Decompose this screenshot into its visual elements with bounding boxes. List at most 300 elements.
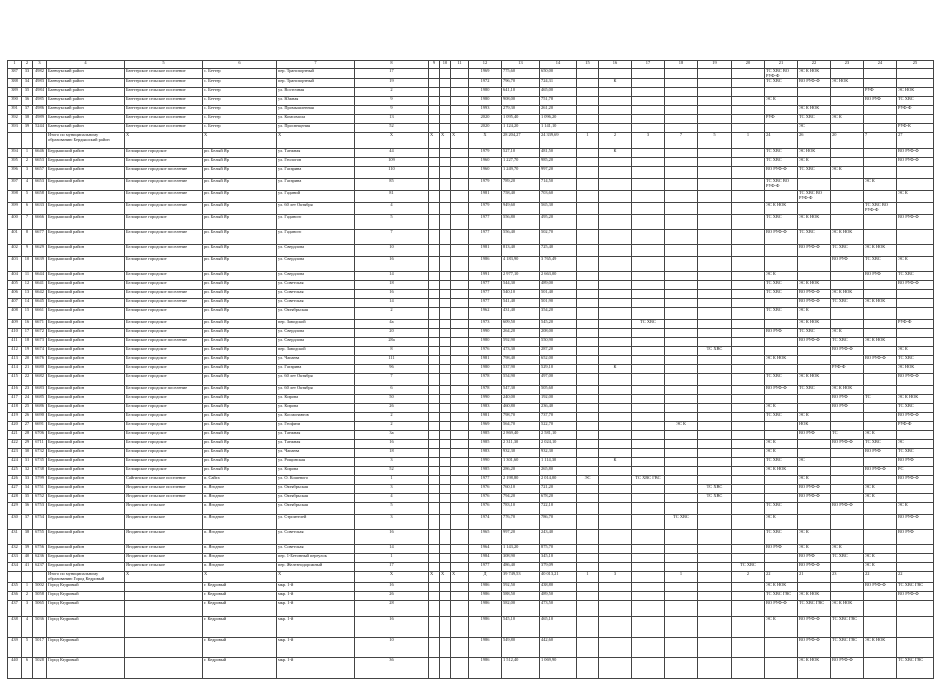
table-cell: п. Ягодное: [203, 503, 277, 515]
table-cell: [665, 97, 698, 106]
table-cell: [440, 347, 451, 356]
table-cell: [897, 600, 934, 616]
table-cell: 243,40: [540, 530, 577, 545]
table-cell: ул. Рощинская: [277, 458, 355, 467]
table-cell: 1: [577, 572, 599, 582]
table-cell: 564,70: [502, 422, 540, 431]
table-cell: Бердышский район: [47, 290, 125, 299]
table-cell: ЭС К: [765, 97, 798, 106]
table-cell: ул. Таежная: [277, 440, 355, 449]
table-cell: ул. Гаданого: [277, 230, 355, 245]
table-cell: 20: [831, 133, 864, 149]
table-cell: [577, 591, 599, 600]
table-cell: 6641: [33, 281, 47, 290]
table-cell: рп. Белый Яр: [203, 356, 277, 365]
table-cell: 1: [22, 582, 33, 591]
table-cell: [698, 591, 732, 600]
table-cell: [440, 404, 451, 413]
table-cell: 402: [8, 245, 22, 257]
table-cell: 725,40: [540, 245, 577, 257]
table-cell: [429, 299, 440, 308]
table-cell: 1973: [469, 320, 502, 329]
table-cell: 3: [632, 133, 665, 149]
table-cell: [440, 191, 451, 203]
table-cell: рп. Белый Яр: [203, 203, 277, 215]
table-cell: [698, 149, 732, 158]
table-cell: [429, 191, 440, 203]
table-cell: Х: [125, 572, 203, 582]
table-cell: ул. Советская: [277, 299, 355, 308]
table-cell: 1985: [469, 467, 502, 476]
table-cell: [440, 467, 451, 476]
table-cell: 1981: [469, 191, 502, 203]
table-cell: 11: [22, 272, 33, 281]
table-cell: [599, 230, 632, 245]
table-cell: [732, 395, 765, 404]
table-cell: [698, 449, 732, 458]
table-cell: ТС ХВС: [665, 515, 698, 530]
table-cell: 422: [8, 440, 22, 449]
table-cell: рп. Белый Яр: [203, 158, 277, 167]
table-cell: 2 663,00: [540, 272, 577, 281]
table-cell: 27: [22, 422, 33, 431]
table-cell: Сайгинское сельское поселение: [125, 476, 203, 485]
table-cell: 354,20: [540, 308, 577, 320]
table-cell: [577, 347, 599, 356]
table-cell: [665, 494, 698, 503]
table-cell: [632, 106, 665, 115]
table-cell: 28: [22, 431, 33, 440]
table-cell: [632, 215, 665, 230]
table-cell: ул. Свердлова: [277, 245, 355, 257]
table-cell: [451, 657, 469, 678]
table-cell: [451, 365, 469, 374]
table-cell: [451, 458, 469, 467]
table-cell: [831, 203, 864, 215]
table-cell: 609,50: [502, 320, 540, 329]
table-cell: 4: [22, 616, 33, 637]
table-cell: 592,50: [502, 582, 540, 591]
table-cell: [732, 616, 765, 637]
table-cell: [22, 572, 33, 582]
table-cell: [440, 230, 451, 245]
table-cell: Х: [451, 572, 469, 582]
table-cell: [798, 503, 831, 515]
table-cell: 32: [22, 467, 33, 476]
table-cell: ул. Чапаева: [277, 449, 355, 458]
table-cell: Белоярское городское: [125, 440, 203, 449]
table-cell: [665, 308, 698, 320]
table-cell: ТС ХВС: [765, 281, 798, 290]
table-cell: [440, 554, 451, 563]
table-cell: [732, 347, 765, 356]
table-cell: 6646: [33, 149, 47, 158]
table-cell: 1978: [469, 386, 502, 395]
table-cell: 1981: [469, 245, 502, 257]
table-cell: ЭС К: [765, 449, 798, 458]
table-cell: Белоярское городское поселение: [125, 191, 203, 203]
column-number: 20: [732, 61, 765, 69]
column-number: 13: [502, 61, 540, 69]
table-cell: РУФ: [864, 88, 897, 97]
table-cell: ТС ХВС: [765, 530, 798, 545]
table-cell: [765, 485, 798, 494]
table-cell: [732, 449, 765, 458]
table-cell: ЭС К НОК: [897, 395, 934, 404]
table-cell: [698, 365, 732, 374]
table-cell: 5028: [33, 657, 47, 678]
table-cell: ЭС К: [798, 530, 831, 545]
table-cell: [632, 230, 665, 245]
table-cell: [8, 572, 22, 582]
table-cell: [665, 329, 698, 338]
table-cell: [632, 449, 665, 458]
table-cell: 540,10: [502, 290, 540, 299]
table-cell: Белоярское городское: [125, 149, 203, 158]
table-cell: ул. Промышленная: [277, 106, 355, 115]
table-cell: [831, 449, 864, 458]
table-cell: 527,10: [502, 149, 540, 158]
table-cell: Бердышский район: [47, 179, 125, 191]
table-cell: 1972: [469, 79, 502, 88]
table-cell: Баевчукский район: [47, 115, 125, 124]
table-cell: ЭС К НОК: [864, 245, 897, 257]
table-cell: [440, 329, 451, 338]
table-cell: ЭС К: [831, 167, 864, 179]
table-cell: Бердышский район: [47, 554, 125, 563]
table-cell: К: [599, 365, 632, 374]
table-cell: [429, 179, 440, 191]
table-cell: 6735: [33, 458, 47, 467]
table-cell: [864, 149, 897, 158]
table-cell: [429, 215, 440, 230]
table-cell: [429, 290, 440, 299]
table-body: [8, 69, 934, 679]
table-cell: 414: [8, 365, 22, 374]
table-cell: [451, 347, 469, 356]
table-cell: [665, 320, 698, 329]
table-cell: 265,80: [540, 467, 577, 476]
table-cell: ВО РУФ: [864, 272, 897, 281]
table-cell: 2: [355, 413, 429, 422]
table-cell: [665, 386, 698, 395]
table-cell: 392: [8, 115, 22, 124]
table-cell: 2 581,10: [540, 431, 577, 440]
table-cell: [732, 245, 765, 257]
table-cell: [665, 440, 698, 449]
table-cell: [440, 88, 451, 97]
table-cell: [798, 582, 831, 591]
table-cell: [125, 582, 203, 591]
table-cell: 40 013,21: [540, 572, 577, 582]
column-number: 22: [798, 61, 831, 69]
table-cell: [440, 79, 451, 88]
table-cell: [577, 179, 599, 191]
table-cell: [632, 530, 665, 545]
table-cell: Ягодинское сельское поселение: [125, 485, 203, 494]
table-row: [8, 257, 934, 272]
table-cell: [732, 191, 765, 203]
table-cell: 875,70: [540, 545, 577, 554]
table-cell: [451, 69, 469, 79]
table-cell: [665, 431, 698, 440]
table-cell: [440, 395, 451, 404]
table-cell: 419: [8, 413, 22, 422]
table-cell: 41: [22, 563, 33, 572]
table-cell: Ягодинское сельское: [125, 554, 203, 563]
table-cell: [599, 467, 632, 476]
table-cell: [897, 230, 934, 245]
table-cell: [440, 245, 451, 257]
table-cell: [732, 149, 765, 158]
table-cell: 1979: [469, 149, 502, 158]
table-cell: 308,90: [502, 554, 540, 563]
table-cell: [798, 347, 831, 356]
table-cell: ТС ХВС ГВС: [831, 637, 864, 657]
table-cell: Белоярское городское: [125, 458, 203, 467]
table-cell: 3: [355, 515, 429, 530]
table-cell: [632, 440, 665, 449]
table-cell: [440, 503, 451, 515]
table-cell: 1983: [469, 449, 502, 458]
table-cell: г. Кедровый: [203, 616, 277, 637]
table-cell: [665, 449, 698, 458]
table-cell: [599, 616, 632, 637]
table-cell: ул. Свердлова: [277, 338, 355, 347]
table-cell: [429, 272, 440, 281]
table-cell: [440, 158, 451, 167]
table-cell: [831, 179, 864, 191]
table-cell: ул. Геофизи: [277, 422, 355, 431]
table-cell: 420: [8, 422, 22, 431]
table-cell: 1977: [469, 281, 502, 290]
table-cell: Х: [277, 572, 355, 582]
table-cell: [765, 554, 798, 563]
table-cell: ТС ХВС: [765, 308, 798, 320]
table-cell: [599, 179, 632, 191]
table-cell: ТС ХВС: [798, 167, 831, 179]
table-cell: 30: [22, 449, 33, 458]
table-cell: [599, 167, 632, 179]
table-cell: [698, 245, 732, 257]
table-cell: Х: [277, 133, 355, 149]
table-cell: ТС ХВС: [831, 299, 864, 308]
table-cell: [125, 600, 203, 616]
table-cell: [451, 299, 469, 308]
table-cell: [440, 449, 451, 458]
table-cell: [732, 657, 765, 678]
table-cell: 473,50: [540, 600, 577, 616]
table-cell: ТС ХВС: [897, 449, 934, 458]
table-cell: К: [599, 458, 632, 467]
table-cell: [22, 133, 33, 149]
table-cell: Белоярское городское поселение: [125, 230, 203, 245]
table-cell: 1986: [469, 637, 502, 657]
table-cell: Бердышский район: [47, 320, 125, 329]
table-cell: Бердышский район: [47, 374, 125, 386]
table-cell: ВО РУФ: [798, 554, 831, 563]
table-cell: [665, 290, 698, 299]
table-cell: ВО РУФ-Ф: [897, 374, 934, 386]
table-cell: Ягодинское сельское: [125, 530, 203, 545]
table-cell: [577, 365, 599, 374]
table-cell: 783,10: [502, 503, 540, 515]
table-cell: [632, 404, 665, 413]
table-cell: 460,80: [502, 404, 540, 413]
table-cell: 465,10: [540, 616, 577, 637]
table-cell: 6644: [33, 272, 47, 281]
table-cell: [698, 616, 732, 637]
table-cell: [429, 616, 440, 637]
table-cell: ВО РУФ-Ф: [798, 563, 831, 572]
table-cell: [665, 203, 698, 215]
table-cell: 547,30: [502, 386, 540, 395]
table-cell: [125, 591, 203, 600]
table-cell: 544,30: [502, 281, 540, 290]
table-cell: [765, 637, 798, 657]
table-cell: [732, 290, 765, 299]
table-cell: ул. Гагарина: [277, 179, 355, 191]
table-cell: Бердышский район: [47, 395, 125, 404]
table-cell: [698, 657, 732, 678]
table-cell: [599, 404, 632, 413]
table-cell: 17: [355, 69, 429, 79]
table-cell: ЭС НОК: [831, 79, 864, 88]
table-cell: 6629: [33, 245, 47, 257]
table-cell: [665, 69, 698, 79]
table-cell: ул. Свердлова: [277, 257, 355, 272]
table-row: [8, 616, 934, 637]
table-cell: ВО РУФ-Ф: [897, 476, 934, 485]
table-cell: [599, 88, 632, 97]
table-cell: ВО РУФ-Ф: [765, 600, 798, 616]
table-cell: [451, 191, 469, 203]
table-cell: [429, 79, 440, 88]
table-cell: ТС: [864, 395, 897, 404]
table-cell: 427: [8, 485, 22, 494]
table-cell: [440, 281, 451, 290]
table-cell: 1969: [469, 69, 502, 79]
table-cell: [429, 637, 440, 657]
table-cell: ВО РУФ: [864, 449, 897, 458]
table-cell: [864, 616, 897, 637]
table-cell: 1976: [469, 485, 502, 494]
table-cell: [599, 440, 632, 449]
table-cell: Белоярское городское: [125, 374, 203, 386]
table-cell: [599, 582, 632, 591]
table-cell: 396: [8, 167, 22, 179]
table-cell: [632, 616, 665, 637]
table-cell: [440, 485, 451, 494]
table-cell: К: [599, 149, 632, 158]
table-cell: ВО РУФ-Ф: [897, 158, 934, 167]
table-cell: Белоярское городское: [125, 449, 203, 458]
table-cell: рп. Белый Яр: [203, 215, 277, 230]
table-cell: [831, 272, 864, 281]
table-cell: 1977: [469, 290, 502, 299]
table-cell: [577, 106, 599, 115]
table-cell: [451, 404, 469, 413]
table-cell: 36: [22, 503, 33, 515]
table-cell: 27: [897, 133, 934, 149]
table-cell: Белоярское городское: [125, 404, 203, 413]
table-cell: рп. Белый Яр: [203, 449, 277, 458]
table-cell: [864, 503, 897, 515]
table-cell: рп. Белый Яр: [203, 179, 277, 191]
table-cell: рп. Белый Яр: [203, 191, 277, 203]
table-cell: Х: [440, 572, 451, 582]
table-cell: [665, 530, 698, 545]
table-cell: [831, 485, 864, 494]
table-cell: [451, 79, 469, 88]
table-cell: [599, 503, 632, 515]
table-cell: 18: [355, 449, 429, 458]
table-cell: 2 198,80: [502, 476, 540, 485]
table-cell: Бердышский район: [47, 338, 125, 347]
table-cell: [864, 530, 897, 545]
table-cell: [599, 245, 632, 257]
table-cell: ВО РУФ: [864, 97, 897, 106]
table-cell: [577, 449, 599, 458]
table-cell: [125, 616, 203, 637]
table-cell: [897, 167, 934, 179]
table-cell: Бердышский район: [47, 422, 125, 431]
table-cell: Х: [203, 572, 277, 582]
table-cell: ВО РУФ-Ф: [765, 167, 798, 179]
table-cell: [864, 591, 897, 600]
table-cell: [451, 431, 469, 440]
table-cell: 6236: [33, 554, 47, 563]
table-cell: [732, 600, 765, 616]
table-cell: 2 977,10: [502, 272, 540, 281]
table-cell: [831, 374, 864, 386]
table-cell: [632, 494, 665, 503]
column-number: 8: [355, 61, 429, 69]
table-cell: рп. Белый Яр: [203, 281, 277, 290]
table-cell: [33, 133, 47, 149]
table-cell: 40: [22, 554, 33, 563]
table-cell: пер. Транспортный: [277, 79, 355, 88]
table-cell: [429, 69, 440, 79]
table-cell: Бюттерское сельское поселение: [125, 88, 203, 97]
table-cell: 395: [8, 158, 22, 167]
table-cell: [732, 257, 765, 272]
table-cell: 908,00: [502, 97, 540, 106]
table-cell: 1986: [469, 591, 502, 600]
table-cell: [429, 515, 440, 530]
table-cell: [451, 257, 469, 272]
table-cell: 393: [8, 124, 22, 133]
table-cell: 1990: [469, 458, 502, 467]
table-cell: [632, 600, 665, 616]
table-cell: ул. Гаданий: [277, 191, 355, 203]
table-cell: 6677: [33, 230, 47, 245]
table-cell: Бердышский район: [47, 386, 125, 395]
table-cell: 5244: [33, 124, 47, 133]
table-cell: [599, 545, 632, 554]
table-cell: 9: [355, 97, 429, 106]
table-cell: 541,40: [502, 299, 540, 308]
table-cell: 1977: [469, 230, 502, 245]
table-cell: 5: [22, 191, 33, 203]
table-cell: [897, 308, 934, 320]
table-cell: рп. Белый Яр: [203, 386, 277, 395]
table-cell: [698, 106, 732, 115]
column-number: 12: [469, 61, 502, 69]
table-cell: 26: [355, 591, 429, 600]
table-cell: 390: [8, 97, 22, 106]
table-cell: [429, 600, 440, 616]
